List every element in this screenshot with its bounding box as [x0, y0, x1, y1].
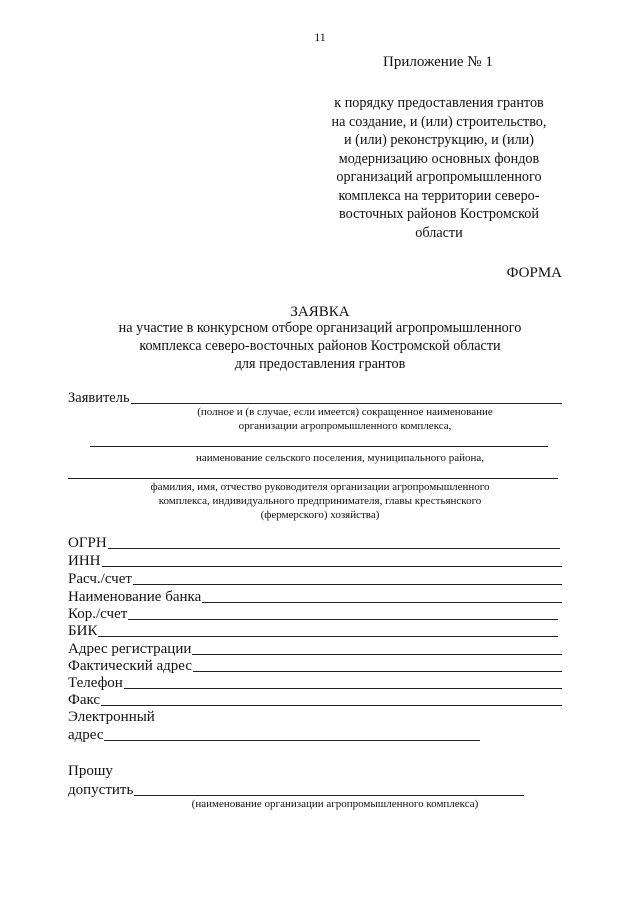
bank-label: Наименование банка — [68, 589, 202, 605]
ogrn-field[interactable] — [68, 534, 560, 552]
hint-line: (полное и (в случае, если имеется) сокращенное наименование — [197, 406, 493, 418]
email-input-line[interactable] — [104, 740, 480, 741]
ogrn-label: ОГРН — [68, 535, 107, 551]
corr-account-input-line[interactable] — [128, 619, 558, 620]
account-label: Расч./счет — [68, 571, 132, 587]
actual-address-label: Фактический адрес — [68, 658, 192, 674]
bank-field[interactable] — [68, 588, 562, 606]
inn-label: ИНН — [68, 553, 101, 569]
email-label: адрес — [68, 727, 104, 743]
corr-account-field[interactable] — [68, 605, 558, 623]
request-input-line[interactable] — [134, 795, 524, 796]
applicant-line-3[interactable] — [68, 478, 558, 479]
subtitle-line: для предоставления грантов — [234, 356, 406, 372]
appendix-text — [318, 94, 560, 242]
ogrn-input-line[interactable] — [108, 548, 560, 549]
applicant-line-2[interactable] — [90, 446, 548, 447]
appendix-line: на создание, и (или) строительство, — [331, 113, 547, 130]
request-line-1: Прошу — [68, 763, 113, 779]
appendix-line: области — [415, 224, 463, 241]
applicant-hint-1 — [150, 405, 540, 433]
bik-label: БИК — [68, 623, 98, 639]
fax-field[interactable] — [68, 691, 562, 709]
inn-input-line[interactable] — [102, 566, 563, 567]
appendix-line: комплекса на территории северо- — [338, 187, 540, 204]
applicant-hint-3 — [110, 480, 530, 522]
bank-input-line[interactable] — [202, 602, 562, 603]
bik-field[interactable] — [68, 622, 558, 640]
subtitle-line: на участие в конкурсном отборе организаций агропромышленного — [118, 320, 522, 336]
inn-field[interactable] — [68, 552, 562, 570]
appendix-line: модернизацию основных фондов — [338, 150, 540, 167]
account-input-line[interactable] — [133, 584, 562, 585]
appendix-line: восточных районов Костромской — [339, 206, 539, 222]
appendix-line: организаций агропромышленного — [336, 169, 542, 185]
appendix-line: и (или) реконструкцию, и (или) — [344, 132, 534, 148]
reg-address-field[interactable] — [68, 640, 562, 658]
corr-account-label: Кор./счет — [68, 606, 128, 622]
phone-label: Телефон — [68, 675, 123, 691]
account-field[interactable] — [68, 570, 562, 588]
applicant-label: Заявитель — [68, 390, 130, 406]
forma-label: ФОРМА — [506, 265, 562, 281]
bik-input-line[interactable] — [98, 636, 558, 637]
form-subtitle — [80, 319, 560, 373]
actual-address-field[interactable] — [68, 657, 562, 675]
hint-line: (фермерского) хозяйства) — [260, 509, 380, 521]
hint-line: фамилия, имя, отчество руководителя организации агропромышленного — [150, 481, 490, 493]
applicant-input-line[interactable] — [131, 402, 562, 404]
subtitle-line: комплекса северо-восточных районов Костромской области — [139, 338, 501, 354]
appendix-title: Приложение № 1 — [383, 54, 493, 70]
fax-label: Факс — [68, 692, 101, 708]
request-hint: (наименование организации агропромышленного комплекса) — [191, 798, 479, 810]
fax-input-line[interactable] — [101, 705, 562, 706]
reg-address-input-line[interactable] — [192, 654, 562, 655]
email-label-line-1: Электронный — [68, 709, 155, 725]
phone-input-line[interactable] — [124, 688, 562, 689]
request-label: допустить — [68, 782, 134, 798]
reg-address-label: Адрес регистрации — [68, 641, 192, 657]
form-title: ЗАЯВКА — [290, 304, 350, 320]
hint-line: комплекса, индивидуального предпринимателя, главы крестьянского — [158, 495, 482, 507]
email-field[interactable] — [68, 726, 480, 744]
phone-field[interactable] — [68, 674, 562, 692]
actual-address-input-line[interactable] — [193, 671, 562, 672]
appendix-line: к порядку предоставления грантов — [334, 95, 544, 111]
hint-line: организации агропромышленного комплекса, — [238, 420, 452, 432]
page-number: 11 — [314, 30, 326, 44]
applicant-hint-2: наименование сельского поселения, муниципального района, — [195, 452, 485, 464]
